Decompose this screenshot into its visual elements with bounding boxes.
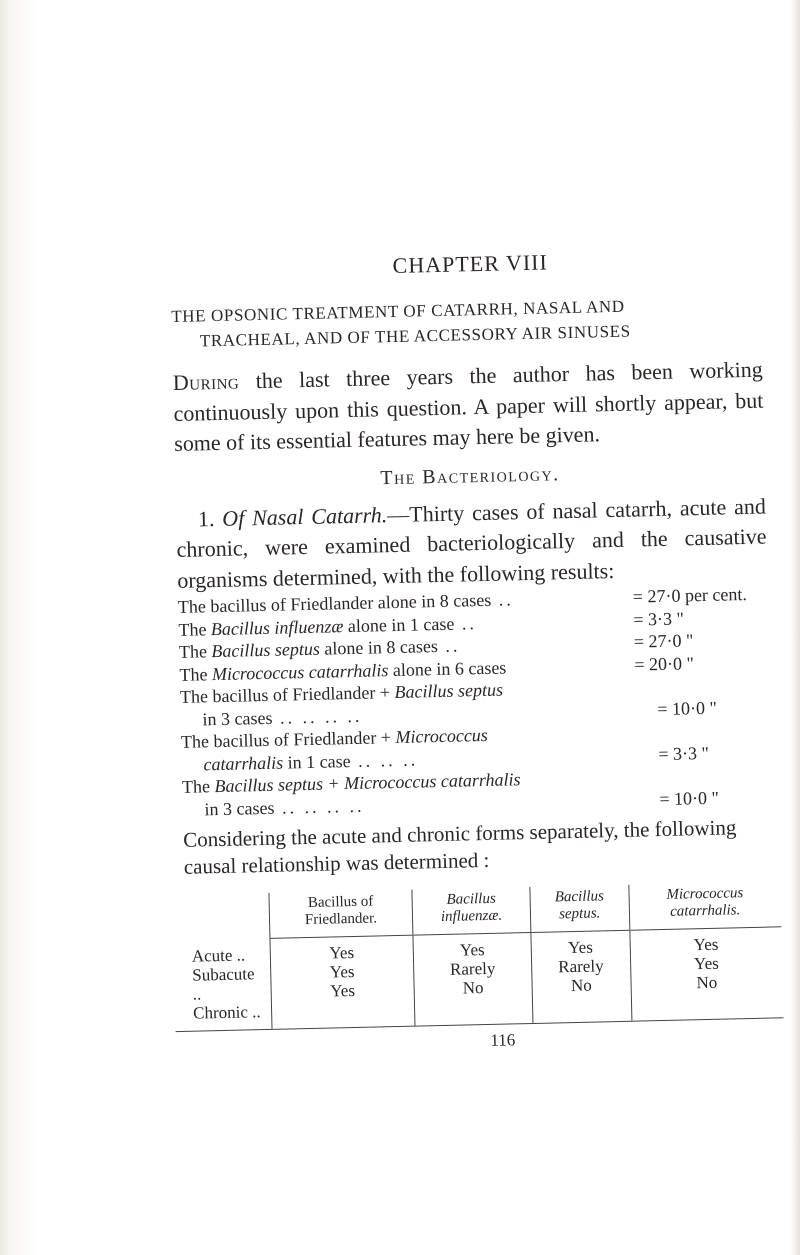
cell-value: Yes	[567, 937, 594, 958]
cell-value: Rarely	[449, 958, 496, 979]
cell-value: Rarely	[558, 956, 604, 977]
row-label: Subacute ..	[192, 963, 255, 1004]
nasal-number: 1.	[197, 505, 215, 531]
result-description: The Bacillus septus + Micrococcus catarrhalis	[181, 769, 521, 797]
table-cell	[629, 927, 783, 1021]
page-content	[170, 245, 778, 1058]
result-description: in 3 cases .. .. .. ..	[202, 705, 363, 729]
result-percentage: = 10·0 "	[659, 787, 720, 809]
nasal-catarrh-paragraph	[176, 491, 768, 596]
column-header: Bacillus of Friedlander.	[269, 890, 413, 939]
result-percentage: = 27·0 per cent.	[632, 584, 748, 607]
result-description: The Micrococcus catarrhalis alone in 6 cases	[179, 656, 507, 685]
result-percentage: = 20·0 "	[634, 652, 695, 675]
intro-text: the last three years the author has been working continuously upon this question. A paper will shortly appear, but some of its essential features may here be given.	[173, 356, 764, 456]
result-description: The bacillus of Friedlander + Bacillus septus	[179, 679, 504, 707]
nasal-text: —Thirty cases of nasal catarrh, acute and chronic, were examined bacteriologically and the causative organisms determined, with the following results:	[176, 493, 767, 593]
row-labels-cell	[173, 938, 271, 1031]
cell-value: Yes	[330, 980, 356, 1001]
page-edge	[790, 0, 800, 1255]
row-label: Chronic ..	[192, 1001, 261, 1023]
result-percentage: = 3·3 "	[658, 742, 710, 764]
nasal-title: Of Nasal Catarrh.	[221, 501, 388, 531]
result-description: The Bacillus septus alone in 8 cases ..	[178, 635, 461, 662]
table-cell	[413, 932, 533, 1025]
column-header: Micrococcus catarrhalis.	[628, 881, 781, 930]
result-percentage: = 27·0 "	[633, 630, 694, 652]
table-cell	[531, 930, 632, 1023]
section-heading: The Bacteriology.	[380, 462, 560, 489]
cell-value: Yes	[329, 943, 355, 963]
chapter-title	[171, 291, 762, 354]
causal-relationship-table	[172, 881, 783, 1031]
cell-value: No	[696, 972, 718, 993]
cell-value: No	[462, 978, 484, 998]
table-corner	[172, 893, 269, 941]
result-description: The bacillus of Friedlander alone in 8 cases ..	[177, 589, 514, 617]
result-description: The Bacillus influenzæ alone in 1 case ..	[178, 612, 478, 640]
result-percentage: = 10·0 "	[657, 697, 718, 719]
row-label: Acute ..	[191, 944, 246, 966]
result-description: catarrhalis in 1 case .. .. ..	[203, 749, 419, 774]
result-percentage: = 3·3 "	[633, 607, 685, 630]
cell-value: Yes	[329, 961, 355, 982]
intro-paragraph	[172, 355, 764, 460]
chapter-heading: CHAPTER VIII	[392, 249, 549, 278]
chapter-title-line-1: THE OPSONIC TREATMENT OF CATARRH, NASAL AND	[171, 296, 625, 326]
considering-paragraph: Considering the acute and chronic forms separately, the following causal relationship was determined :	[182, 815, 737, 879]
cell-value: Yes	[459, 940, 485, 960]
intro-lead-word: During	[172, 368, 240, 395]
result-description: The bacillus of Friedlander + Micrococcus	[180, 724, 489, 752]
page-number: 116	[490, 1029, 516, 1050]
table-cell	[270, 935, 415, 1029]
cell-value: No	[570, 975, 592, 996]
result-description: in 3 cases .. .. .. ..	[204, 795, 365, 819]
chapter-title-line-2: TRACHEAL, AND OF THE ACCESSORY AIR SINUSES	[199, 321, 631, 351]
cell-value: Yes	[693, 934, 719, 955]
table-row	[173, 927, 783, 1031]
results-list	[178, 583, 773, 821]
cell-value: Yes	[693, 953, 720, 974]
column-header: Bacillus influenzæ.	[412, 887, 531, 935]
column-header: Bacillus septus.	[530, 885, 630, 933]
